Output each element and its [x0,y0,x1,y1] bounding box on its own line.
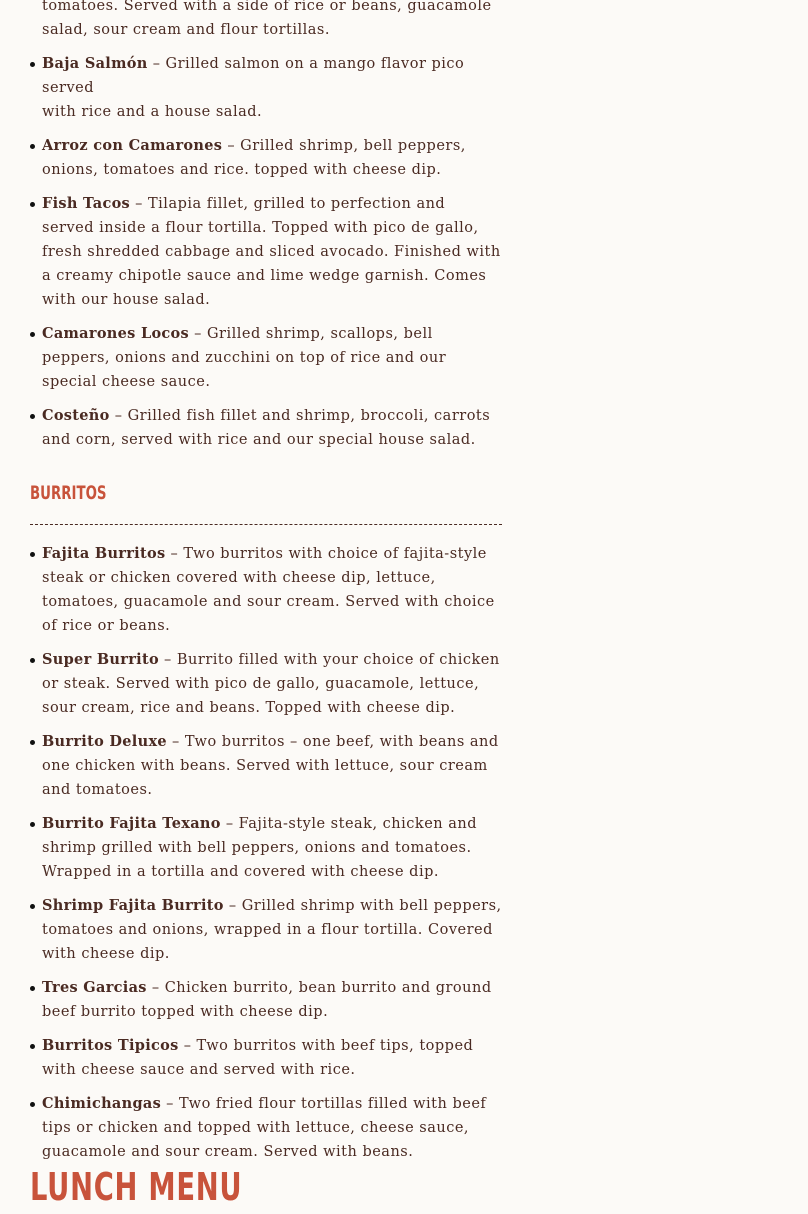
item-name: Fajita Burritos [42,545,166,562]
item-name: Burrito Deluxe [42,733,167,750]
item-name: Costeño [42,407,110,424]
item-name: Super Burrito [42,651,159,668]
list-item [30,1034,502,1082]
burritos-section-title: BURRITOS [30,482,107,504]
list-item [30,542,502,638]
burritos-list [30,542,502,1164]
item-description: – Grilled shrimp with bell peppers, tomatoes and onions, wrapped in a flour tortilla. Covered with cheese dip. [42,898,502,962]
list-item [30,192,502,312]
item-description: – Two burritos with beef tips, topped with cheese sauce and served with rice. [42,1038,474,1078]
item-description: – Fajita-style steak, chicken and shrimp grilled with bell peppers, onions and tomatoes. Wrapped in a tortilla and covered with cheese dip. [42,816,477,880]
item-description: – Grilled shrimp, scallops, bell peppers, onions and zucchini on top of rice and our special cheese sauce. [42,326,447,390]
list-item [30,134,502,182]
item-name: Arroz con Camarones [42,137,223,154]
item-description: – Grilled shrimp, bell peppers, onions, tomatoes and rice. topped with cheese dip. [42,138,466,178]
list-item [30,812,502,884]
item-description: – Burrito filled with your choice of chicken or steak. Served with pico de gallo, guacamole, lettuce, sour cream, rice and beans. Topped with cheese dip. [42,652,500,716]
item-description-continued: with rice and a house salad. [42,104,263,120]
item-description: – Tilapia fillet, grilled to perfection and served inside a flour tortilla. Topped with pico de gallo, fresh shredded cabbage and sliced avocado. Finished with a creamy chipotle sauce and lime wedge garnish. Comes with our house salad. [42,196,501,308]
item-name: Shrimp Fajita Burrito [42,897,224,914]
list-item [30,1092,502,1164]
item-description: – Two fried flour tortillas filled with beef tips or chicken and topped with lettuce, cheese sauce, guacamole and sour cream. Served with beans. [42,1096,487,1160]
item-name: Tres Garcias [42,979,147,996]
section-divider [30,524,502,525]
item-name: Baja Salmón [42,55,148,72]
list-item [30,404,502,452]
item-name: Burritos Tipicos [42,1037,179,1054]
list-item [30,894,502,966]
item-description: – Two burritos with choice of fajita-style steak or chicken covered with cheese dip, lettuce, tomatoes, guacamole and sour cream. Served with choice of rice or beans. [42,546,495,634]
burritos-section [30,542,502,1164]
item-description: – Grilled salmon on a mango flavor pico served [42,56,465,96]
list-item [30,322,502,394]
item-description: – Chicken burrito, bean burrito and ground beef burrito topped with cheese dip. [42,980,492,1020]
item-name: Fish Tacos [42,195,131,212]
seafood-section [30,0,502,452]
item-description: – Two burritos – one beef, with beans and one chicken with beans. Served with lettuce, sour cream and tomatoes. [42,734,499,798]
seafood-list [30,52,502,452]
lunch-menu-heading: LUNCH MENU [30,1165,243,1209]
item-name: Chimichangas [42,1095,162,1112]
list-item [30,730,502,802]
list-item [30,648,502,720]
list-item [30,52,502,124]
item-name: Camarones Locos [42,325,189,342]
item-name: Burrito Fajita Texano [42,815,221,832]
previous-item-description-tail: tomatoes. Served with a side of rice or beans, guacamole salad, sour cream and flour tortillas. [42,0,492,38]
list-item [30,976,502,1024]
item-description: – Grilled fish fillet and shrimp, broccoli, carrots and corn, served with rice and our special house salad. [42,408,491,448]
